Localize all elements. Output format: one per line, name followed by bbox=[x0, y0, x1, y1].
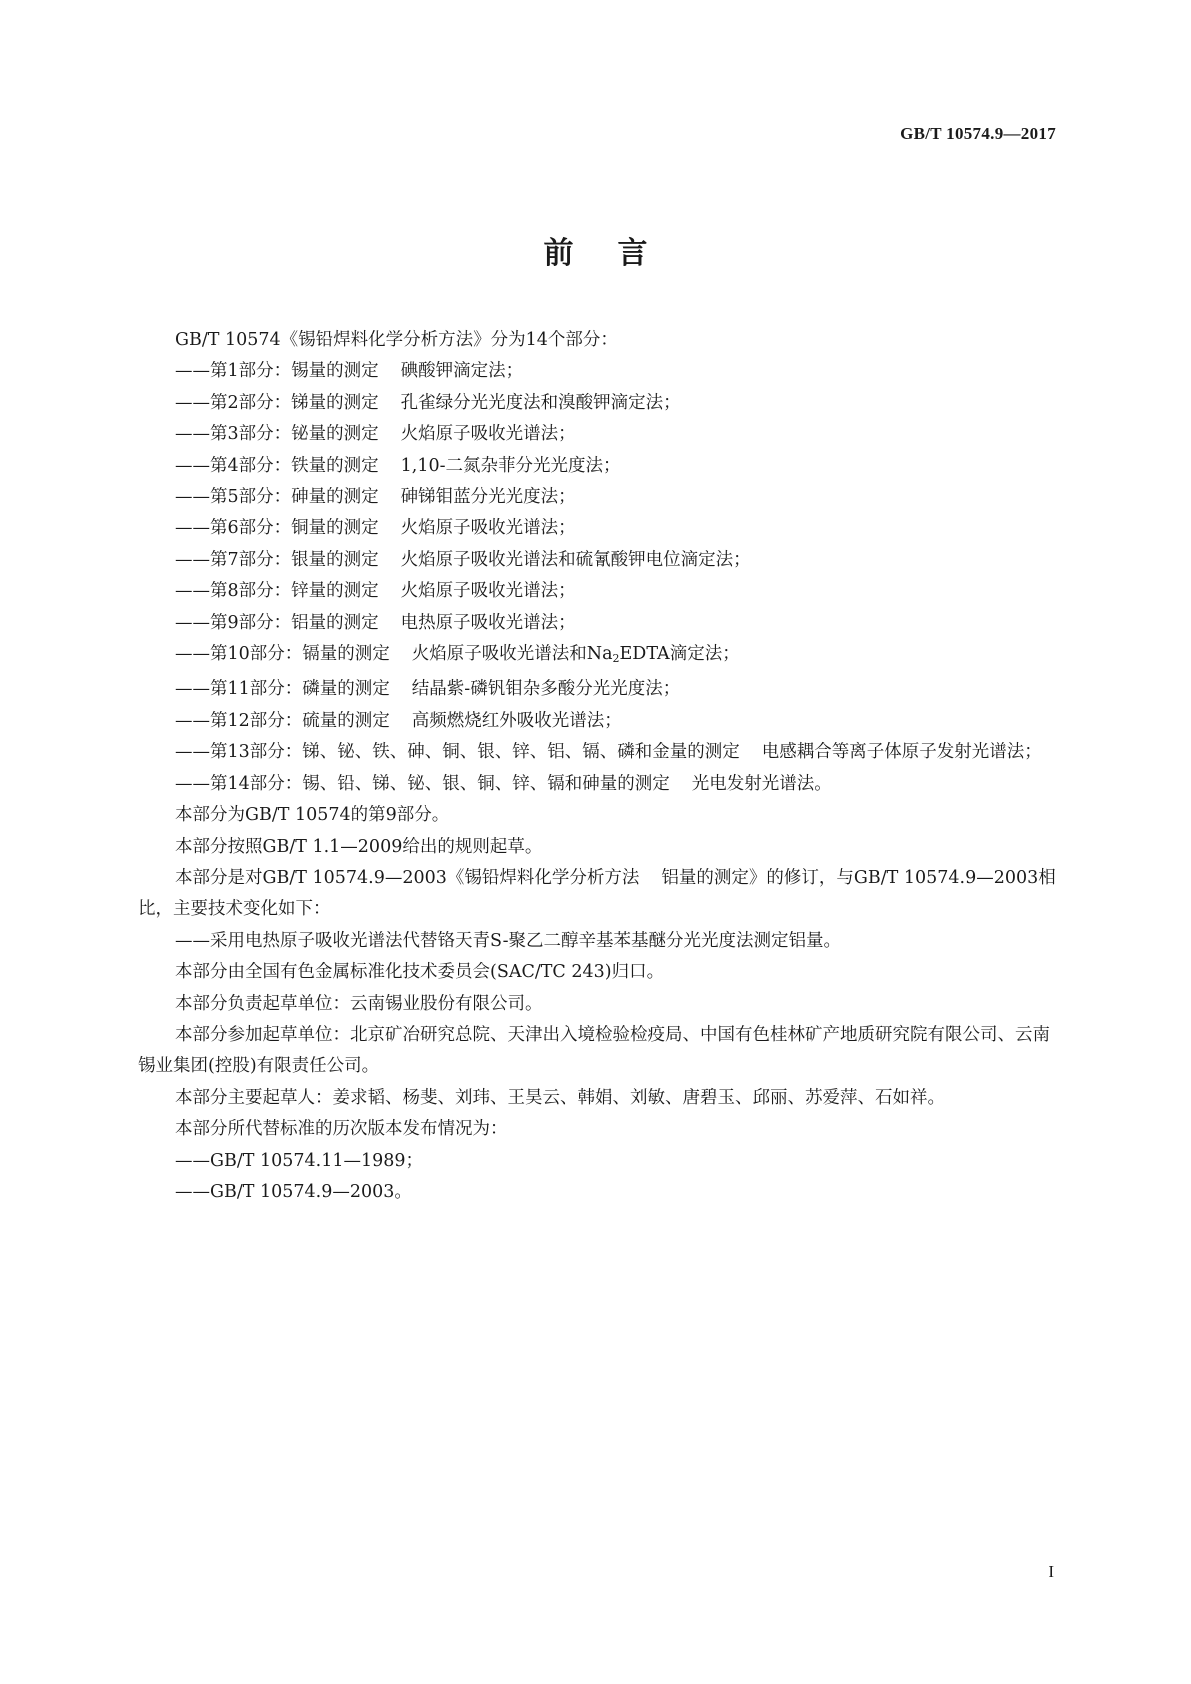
subscript-2: 2 bbox=[612, 652, 620, 666]
page-number: I bbox=[1048, 1562, 1054, 1581]
part-method-tail: EDTA滴定法； bbox=[619, 644, 740, 665]
technical-change-item: ——采用电热原子吸收光谱法代替铬天青S-聚乙二醇辛基苯基醚分光光度法测定铝量。 bbox=[175, 930, 842, 951]
part-label: ——第1部分：锡量的测定 bbox=[175, 361, 379, 382]
intro-paragraph: GB/T 10574《锡铅焊料化学分析方法》分为14个部分： bbox=[175, 330, 618, 350]
part-item-3 bbox=[138, 419, 1058, 450]
part-label: ——第11部分：磷量的测定 bbox=[175, 679, 390, 700]
standard-code: GB/T 10574.9—2017 bbox=[900, 124, 1056, 143]
part-item-9 bbox=[138, 608, 1058, 639]
part-item-1 bbox=[138, 356, 1058, 387]
part-method: 孔雀绿分光光度法和溴酸钾滴定法； bbox=[400, 392, 681, 413]
part-item-8 bbox=[138, 576, 1058, 607]
participating-drafters-paragraph: 本部分参加起草单位：北京矿冶研究总院、天津出入境检验检疫局、中国有色桂林矿产地质研究院有限公司、云南锡业集团(控股)有限责任公司。 bbox=[138, 1024, 1050, 1077]
part-item-6 bbox=[138, 513, 1058, 544]
document-body bbox=[138, 325, 1058, 1208]
drafting-rules-paragraph: 本部分按照GB/T 1.1—2009给出的规则起草。 bbox=[175, 836, 543, 857]
part-method: 火焰原子吸收光谱法； bbox=[400, 518, 576, 539]
part-label: ——第3部分：铋量的测定 bbox=[175, 424, 379, 445]
part-method: 火焰原子吸收光谱法和Na bbox=[411, 644, 613, 665]
part-label: ——第12部分：硫量的测定 bbox=[175, 710, 390, 731]
part-label: ——第7部分：银量的测定 bbox=[175, 549, 379, 570]
part-method: 1,10-二氮杂菲分光光度法； bbox=[400, 455, 621, 476]
revision-text-a: 本部分是对GB/T 10574.9—2003《锡铅焊料化学分析方法 bbox=[175, 867, 640, 888]
history-item-1: ——GB/T 10574.11—1989； bbox=[175, 1150, 424, 1171]
part-item-10 bbox=[138, 639, 1058, 674]
part-item-14 bbox=[138, 769, 1058, 800]
part-item-7 bbox=[138, 545, 1058, 576]
part-item-12 bbox=[138, 706, 1058, 737]
part-method: 结晶紫-磷钒钼杂多酸分光光度法； bbox=[411, 679, 681, 700]
page-title: 前言 bbox=[543, 236, 692, 271]
part-label: ——第9部分：铝量的测定 bbox=[175, 612, 379, 633]
part-label: ——第5部分：砷量的测定 bbox=[175, 487, 379, 508]
part-item-13 bbox=[138, 737, 1058, 768]
history-item-2: ——GB/T 10574.9—2003。 bbox=[175, 1181, 412, 1202]
part-item-4 bbox=[138, 451, 1058, 482]
main-authors-paragraph: 本部分主要起草人：姜求韬、杨斐、刘玮、王昊云、韩娟、刘敏、唐碧玉、邱丽、苏爱萍、石如祥。 bbox=[175, 1087, 945, 1108]
committee-paragraph: 本部分由全国有色金属标准化技术委员会(SAC/TC 243)归口。 bbox=[175, 962, 665, 983]
part-method: 火焰原子吸收光谱法； bbox=[400, 424, 576, 445]
part-label: ——第14部分：锡、铅、锑、铋、银、铜、锌、镉和砷量的测定 bbox=[175, 773, 670, 794]
revision-text-b: 铝量的测定》的修订，与GB/T 10574.9—2003相比，主要技术变化如下： bbox=[138, 867, 1056, 920]
revision-paragraph bbox=[138, 863, 1058, 926]
part-number-paragraph: 本部分为GB/T 10574的第9部分。 bbox=[175, 805, 450, 826]
part-method: 砷锑钼蓝分光光度法； bbox=[400, 487, 576, 508]
part-method: 火焰原子吸收光谱法和硫氰酸钾电位滴定法； bbox=[400, 549, 751, 570]
part-item-2 bbox=[138, 388, 1058, 419]
part-label: ——第8部分：锌量的测定 bbox=[175, 581, 379, 602]
part-item-11 bbox=[138, 674, 1058, 705]
part-label: ——第6部分：铜量的测定 bbox=[175, 518, 379, 539]
part-method: 光电发射光谱法。 bbox=[691, 773, 832, 794]
part-method: 碘酸钾滴定法； bbox=[400, 361, 524, 382]
part-label: ——第10部分：镉量的测定 bbox=[175, 644, 390, 665]
part-label: ——第4部分：铁量的测定 bbox=[175, 455, 379, 476]
history-paragraph: 本部分所代替标准的历次版本发布情况为： bbox=[175, 1119, 508, 1140]
part-method: 火焰原子吸收光谱法； bbox=[400, 581, 576, 602]
part-method: 电感耦合等离子体原子发射光谱法； bbox=[761, 742, 1042, 763]
part-label: ——第2部分：锑量的测定 bbox=[175, 392, 379, 413]
responsible-drafter-paragraph: 本部分负责起草单位：云南锡业股份有限公司。 bbox=[175, 993, 543, 1014]
part-method: 高频燃烧红外吸收光谱法； bbox=[411, 710, 622, 731]
part-item-5 bbox=[138, 482, 1058, 513]
part-label: ——第13部分：锑、铋、铁、砷、铜、银、锌、铝、镉、磷和金量的测定 bbox=[175, 742, 740, 763]
part-method: 电热原子吸收光谱法； bbox=[400, 612, 576, 633]
